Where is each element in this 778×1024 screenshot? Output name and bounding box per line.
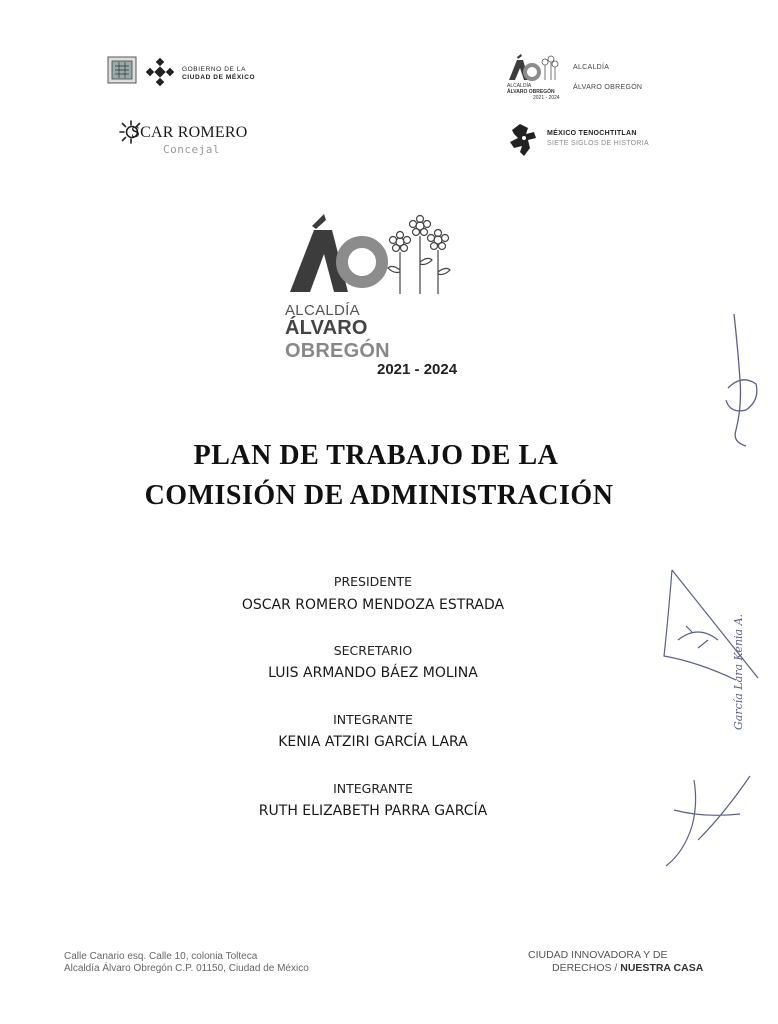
member-name: LUIS ARMANDO BÁEZ MOLINA (268, 665, 478, 681)
alcaldia-right-text (573, 58, 642, 98)
alcaldia-small-line2: ÁLVARO OBREGÓN (507, 89, 555, 95)
slogan-line2 (528, 962, 703, 975)
document-title (0, 436, 778, 516)
alcaldia-right-line2: ÁLVARO OBREGÓN (573, 84, 643, 91)
member-role: INTEGRANTE (333, 781, 413, 796)
member-name: KENIA ATZIRI GARCÍA LARA (278, 734, 468, 750)
slogan-line2-b: NUESTRA CASA (620, 962, 704, 974)
mexico-tenochtitlan-glyph-icon (506, 122, 542, 158)
slogan-line1: CIUDAD INNOVADORA Y DE (528, 949, 668, 961)
address-line1: Calle Canario esq. Calle 10, colonia Tolteca (64, 951, 258, 962)
slogan-line2-a: DERECHOS / (552, 962, 621, 974)
alcaldia-main-name (285, 302, 475, 378)
alcaldia-label: ALCALDÍA (285, 302, 360, 319)
footer-slogan (528, 949, 703, 975)
signature-ruth (664, 774, 754, 870)
alcaldia-right-line1: ALCALDÍA (573, 64, 610, 71)
signature-initial-top (716, 310, 766, 450)
handwritten-note-text: García Lara Kenia A. (732, 613, 745, 730)
member-name: OSCAR ROMERO MENDOZA ESTRADA (241, 597, 505, 613)
address-line2: Alcaldía Álvaro Obregón C.P. 01150, Ciudad de México (64, 963, 309, 974)
oscar-romero-name: SCAR ROMERO (131, 124, 248, 141)
alcaldia-small-line3: 2021 - 2024 (533, 95, 560, 101)
signature-kenia-note (728, 600, 752, 730)
alvaro-word: ÁLVARO (285, 317, 368, 339)
obregon-word: OBREGÓN (285, 340, 390, 362)
title-line2: COMISIÓN DE ADMINISTRACIÓN (144, 480, 614, 511)
member-role: SECRETARIO (333, 643, 413, 658)
alcaldia-main-logo-icon (288, 212, 460, 308)
member-role: PRESIDENTE (333, 574, 413, 589)
gobierno-line2: CIUDAD DE MÉXICO (182, 74, 256, 81)
gobierno-cdmx-text (182, 66, 255, 82)
concejal-label: Concejal (163, 143, 220, 156)
member-role: INTEGRANTE (333, 712, 413, 727)
alvaro-obregon-label (285, 317, 475, 363)
cdmx-logo-icon (146, 58, 174, 86)
years-label: 2021 - 2024 (377, 361, 458, 378)
siete-siglos-subtitle: SIETE SIGLOS DE HISTORIA (547, 140, 649, 147)
alcaldia-small-logo-text (507, 83, 560, 101)
title-line1: PLAN DE TRABAJO DE LA (193, 440, 559, 471)
gobierno-line1: GOBIERNO DE LA (182, 66, 247, 73)
alcaldia-small-line1: ALCALDÍA (507, 83, 532, 89)
mexico-tenochtitlan-title: MÉXICO TENOCHTITLAN (547, 130, 637, 137)
mexico-tenochtitlan-text (547, 129, 649, 149)
cdmx-coat-of-arms-icon (107, 56, 137, 84)
footer-address (64, 951, 309, 975)
member-name: RUTH ELIZABETH PARRA GARCÍA (258, 803, 488, 819)
